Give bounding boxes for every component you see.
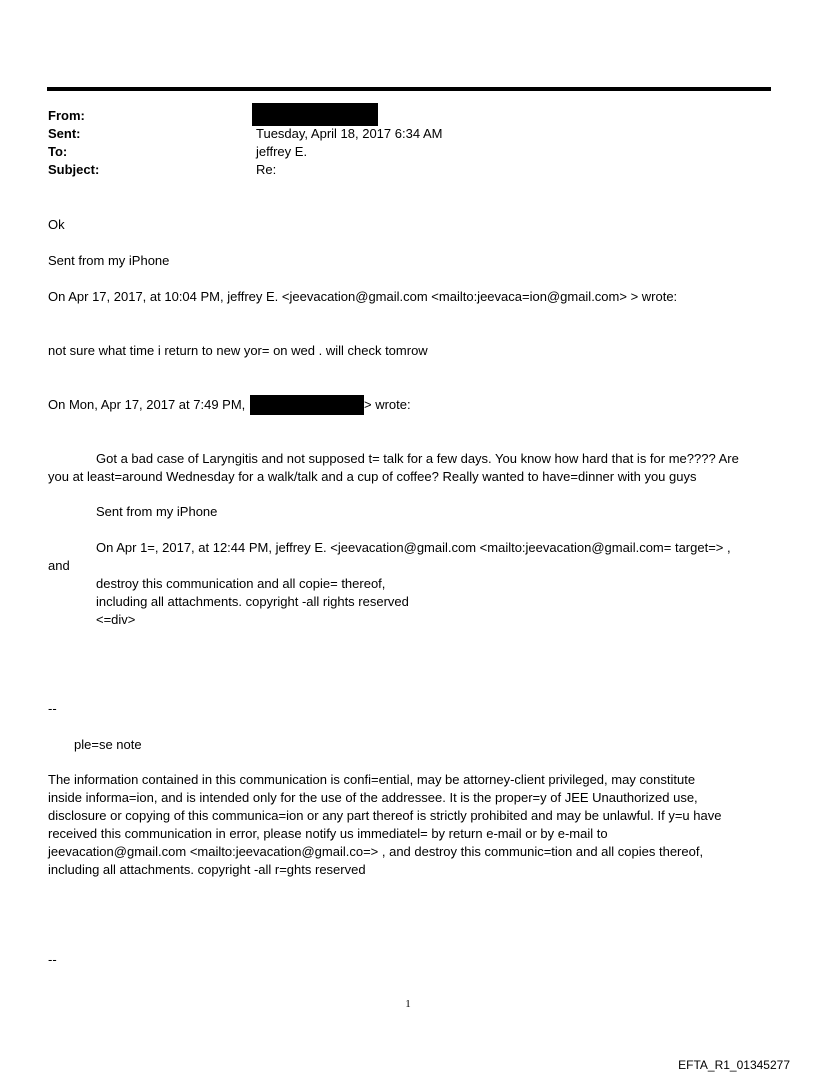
- quote-text-3-line3: <=div>: [96, 612, 136, 627]
- from-label: From:: [48, 108, 85, 123]
- quote-text-3-line2: including all attachments. copyright -all rights reserved: [96, 594, 409, 609]
- from-redaction: [252, 103, 378, 126]
- reply-text: Ok: [48, 217, 65, 232]
- header-rule: [47, 87, 771, 91]
- subject-value: Re:: [256, 162, 277, 177]
- quote-text-2-line1: Got a bad case of Laryngitis and not supposed t= talk for a few days. You know how hard that is for me???? Are: [96, 451, 739, 466]
- disclaimer-line-1: The information contained in this communication is confi=ential, may be attorney-client privileged, may constitute: [48, 772, 696, 787]
- to-value: jeffrey E.: [256, 144, 308, 159]
- separator-1: --: [48, 701, 57, 716]
- sent-label: Sent:: [48, 126, 81, 141]
- quote-signature-2: Sent from my iPhone: [96, 504, 218, 519]
- sent-value: Tuesday, April 18, 2017 6:34 AM: [256, 126, 443, 141]
- disclaimer-line-5: jeevacation@gmail.com <mailto:jeevacation@gmail.co=> , and destroy this communic=tion and all copies thereof,: [48, 844, 704, 859]
- disclaimer-line-3: disclosure or copying of this communica=ion or any part thereof is strictly prohibited and may be unlawful. If y=u have: [48, 808, 722, 823]
- sender-redaction: [250, 395, 364, 415]
- signature: Sent from my iPhone: [48, 253, 170, 268]
- quote-header-1: On Apr 17, 2017, at 10:04 PM, jeffrey E. <jeevacation@gmail.com <mailto:jeevaca=ion@gmail.com> > wrote:: [48, 289, 678, 304]
- bates-number: EFTA_R1_01345277: [678, 1058, 790, 1072]
- separator-2: --: [48, 952, 57, 967]
- quote-header-2-end: > wrote:: [364, 397, 411, 412]
- disclaimer-line-4: received this communication in error, please notify us immediatel= by return e-mail or by e-mail to: [48, 826, 608, 841]
- quote-text-1: not sure what time i return to new yor= on wed . will check tomrow: [48, 343, 428, 358]
- page-number: 1: [405, 998, 411, 1010]
- quote-text-2-line2: you at least=around Wednesday for a walk/talk and a cup of coffee? Really wanted to have=dinner with you guys: [48, 469, 697, 484]
- subject-label: Subject:: [48, 162, 100, 177]
- quote-header-3: On Apr 1=, 2017, at 12:44 PM, jeffrey E. <jeevacation@gmail.com <mailto:jeevacation@gmail.com= target=> ,: [96, 540, 731, 555]
- quote-and: and: [48, 558, 70, 573]
- please-note: ple=se note: [74, 737, 142, 752]
- to-label: To:: [48, 144, 68, 159]
- disclaimer-line-2: inside informa=ion, and is intended only for the use of the addressee. It is the proper=y of JEE Unauthorized use,: [48, 790, 698, 805]
- disclaimer-line-6: including all attachments. copyright -all r=ghts reserved: [48, 862, 366, 877]
- quote-text-3-line1: destroy this communication and all copie= thereof,: [96, 576, 386, 591]
- quote-header-2-start: On Mon, Apr 17, 2017 at 7:49 PM,: [48, 397, 246, 412]
